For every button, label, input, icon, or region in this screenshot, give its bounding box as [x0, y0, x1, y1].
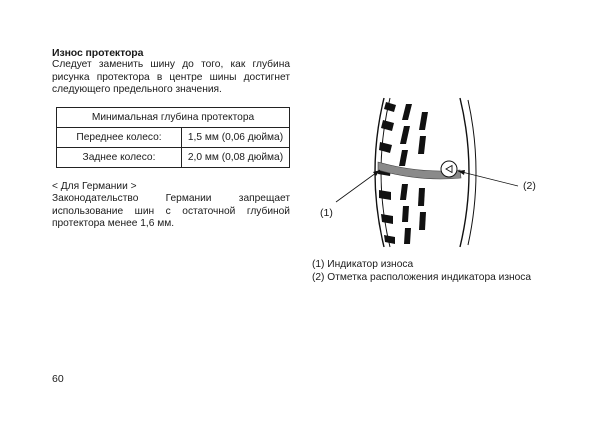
tread-depth-table	[56, 107, 290, 168]
table-row	[57, 148, 290, 168]
tire-wear-diagram	[300, 90, 560, 255]
table-header: Минимальная глубина протектора	[57, 108, 290, 128]
germany-heading: < Для Германии >	[52, 181, 137, 192]
legend-item: (2) Отметка расположения индикатора износа	[312, 271, 532, 283]
figure-legend	[312, 259, 531, 284]
callout-2-label: (2)	[523, 180, 536, 192]
table-row	[57, 128, 290, 148]
legend-item: (1) Индикатор износа	[312, 259, 414, 270]
table-cell-label: Переднее колесо:	[57, 128, 182, 148]
leader-line-2	[458, 171, 518, 186]
leader-line-1	[336, 170, 380, 202]
page-number: 60	[52, 373, 64, 385]
wear-mark-circle	[441, 161, 457, 177]
callout-1-label: (1)	[320, 207, 333, 219]
section-title: Износ протектора	[52, 47, 144, 59]
germany-paragraph: Законодательство Германии запрещает использование шин с остаточной глубиной протектора менее 1,6 мм.	[52, 193, 290, 230]
table-cell-value: 1,5 мм (0,06 дюйма)	[182, 128, 290, 148]
table-header-row	[57, 108, 290, 128]
table-cell-value: 2,0 мм (0,08 дюйма)	[182, 148, 290, 168]
intro-paragraph: Следует заменить шину до того, как глубина рисунка протектора в центре шины достигнет следующего предельного значения.	[52, 59, 290, 96]
table-cell-label: Заднее колесо:	[57, 148, 182, 168]
